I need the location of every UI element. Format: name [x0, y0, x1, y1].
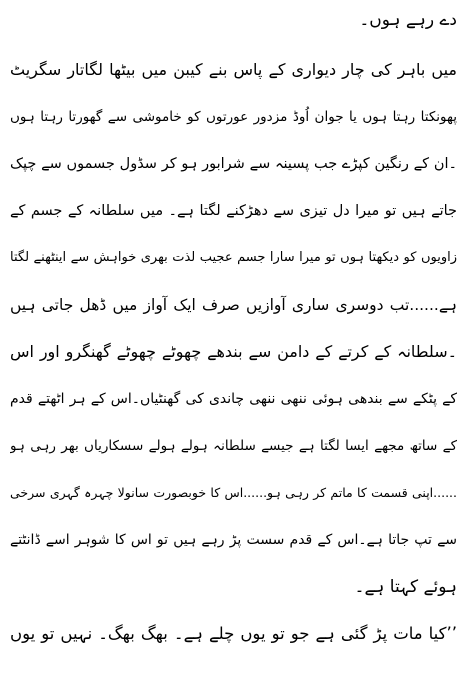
- text-line: ہے......تب دوسری ساری آوازیں صرف ایک آواز میں ڈھل جاتی ہیں: [10, 296, 457, 314]
- text-line: پھونکتا رہتا ہوں یا جوان اُوڈ مزدور عورتوں کو خاموشی سے گھورتا رہتا ہوں: [10, 109, 457, 125]
- text-line: ۔ان کے رنگین کپڑے جب پسینہ سے شرابور ہو کر سڈول جسموں سے چپک: [10, 156, 457, 172]
- text-line: سے تپ جاتا ہے۔اس کے قدم سست پڑ رہے ہیں تو اس کا شوہر اسے ڈانٹتے: [10, 532, 457, 548]
- text-line: ’’کیا مات پڑ گئی ہے جو تو یوں چلے ہے۔ بھگ بھگ۔ نہیں تو یوں: [10, 624, 457, 643]
- text-line: ......اپنی قسمت کا ماتم کر رہی ہو......اس کا خوبصورت سانولا چہرہ گہری سرخی: [10, 485, 457, 500]
- text-line: میں باہر کی چار دیواری کے پاس بنے کیبن میں بیٹھا لگاتار سگریٹ: [10, 60, 457, 79]
- text-line: دے رہے ہوں۔: [359, 10, 457, 30]
- text-line: ۔سلطانہ کے کرتے کے دامن سے بندھے چھوٹے چھوٹے گھنگرو اور اس: [10, 342, 457, 361]
- text-line: ہوئے کہتا ہے۔: [354, 577, 457, 597]
- text-line: کے ساتھ مجھے ایسا لگتا ہے جیسے سلطانہ ہولے ہولے سسکاریاں بھر رہی ہو: [10, 438, 457, 454]
- text-line: کے پٹکے سے بندھی ہوئی ننھی ننھی چاندی کی گھنٹیاں۔اس کے ہر اٹھتے قدم: [10, 391, 457, 407]
- text-line: زاویوں کو دیکھتا ہوں تو میرا سارا جسم عجیب لذت بھری خواہش سے اینٹھنے لگتا: [10, 250, 457, 265]
- text-line: جاتے ہیں تو میرا دل تیزی سے دھڑکنے لگتا ہے۔ میں سلطانہ کے جسم کے: [10, 203, 457, 219]
